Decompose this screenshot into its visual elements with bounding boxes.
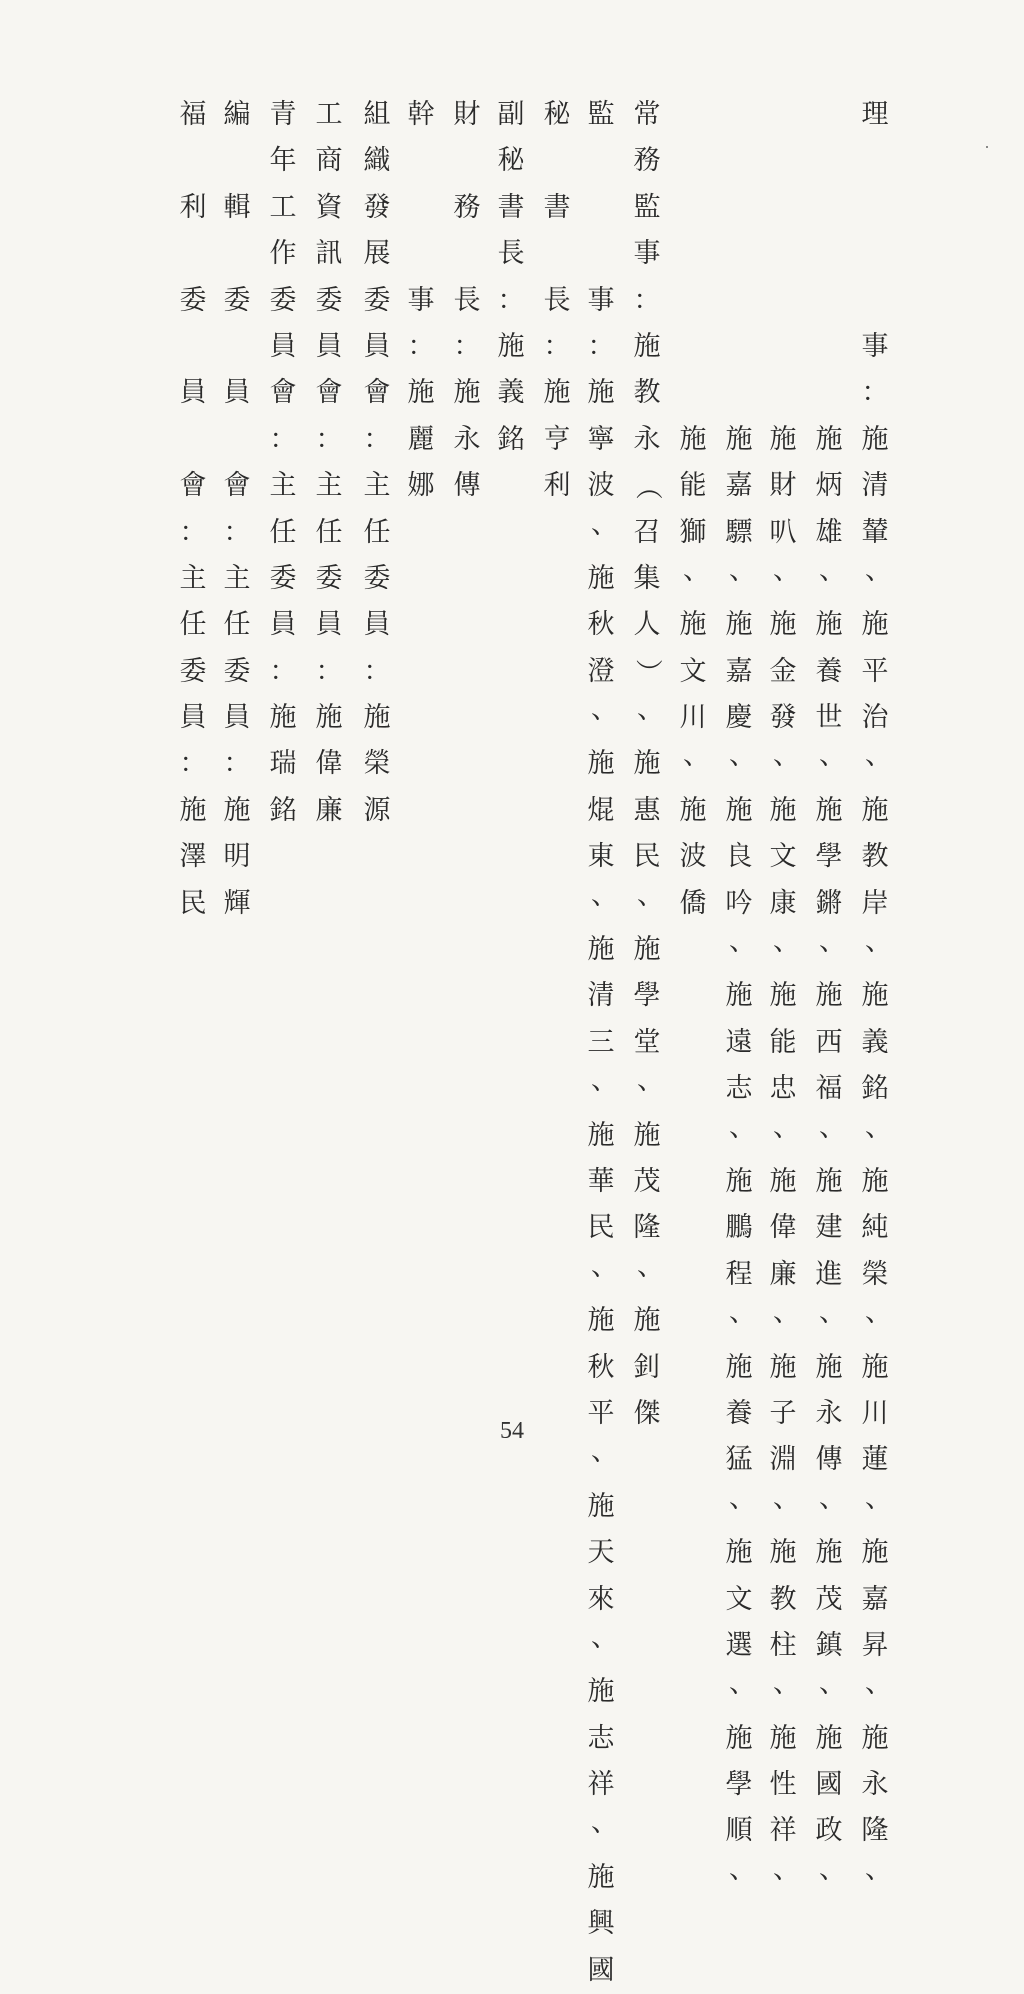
text-column-welfare-committee: 福 利 委 員 會 ： 主 任 委 員 ： 施 澤 民 [179, 99, 207, 919]
text-column-directors-cont-4: 施 能 獅 、 施 文 川 、 施 波 僑 [679, 423, 710, 919]
text-column-secretary: 幹 事 ： 施 麗 娜 [407, 99, 435, 502]
text-column-directors-cont-3: 施 嘉 驃 、 施 嘉 慶 、 施 良 吟 、 施 遠 志 、 施 鵬 程 、 施 養 猛 、 施 文 選 、 施 學 順 、 [725, 423, 756, 1885]
text-column-directors-cont-1: 施 炳 雄 、 施 養 世 、 施 學 鏘 、 施 西 福 、 施 建 進 、 施 永 傳 、 施 茂 鎮 、 施 國 政 、 [815, 423, 846, 1885]
text-column-youth-committee: 青 年 工 作 委 員 會 ： 主 任 委 員 ： 施 瑞 銘 [269, 99, 297, 826]
text-column-standing-supervisors: 常 務 監 事 ： 施 教 永 （ 召 集 人 ） 、 施 惠 民 、 施 學 堂 、 施 茂 隆 、 施 釗 傑 [632, 99, 664, 1429]
text-column-directors: 理 事 ： 施 清 輦 、 施 平 治 、 施 教 岸 、 施 義 銘 、 施 純 榮 、 施 川 蓮 、 施 嘉 昇 、 施 永 隆 、 [861, 99, 892, 1885]
text-column-directors-cont-2: 施 財 叭 、 施 金 發 、 施 文 康 、 施 能 忠 、 施 偉 廉 、 施 子 淵 、 施 教 柱 、 施 性 祥 、 [769, 423, 800, 1885]
text-column-supervisors: 監 事 ： 施 寧 波 、 施 秋 澄 、 施 焜 東 、 施 清 三 、 施 華 民 、 施 秋 平 、 施 天 來 、 施 志 祥 、 施 興 國 [587, 99, 618, 1986]
page-number: 54 [500, 1418, 524, 1444]
text-column-deputy-secretary-general: 副 秘 書 長 ： 施 義 銘 [497, 99, 525, 455]
text-column-editorial-committee: 編 輯 委 員 會 ： 主 任 委 員 ： 施 明 輝 [223, 99, 251, 919]
text-column-business-info-committee: 工 商 資 訊 委 員 會 ： 主 任 委 員 ： 施 偉 廉 [315, 99, 343, 826]
scan-speck [986, 146, 988, 148]
text-column-organization-committee: 組 織 發 展 委 員 會 ： 主 任 委 員 ： 施 榮 源 [363, 99, 391, 826]
text-column-treasurer: 財 務 長 ： 施 永 傳 [453, 99, 481, 502]
text-column-secretary-general: 秘 書 長 ： 施 亨 利 [543, 99, 571, 502]
